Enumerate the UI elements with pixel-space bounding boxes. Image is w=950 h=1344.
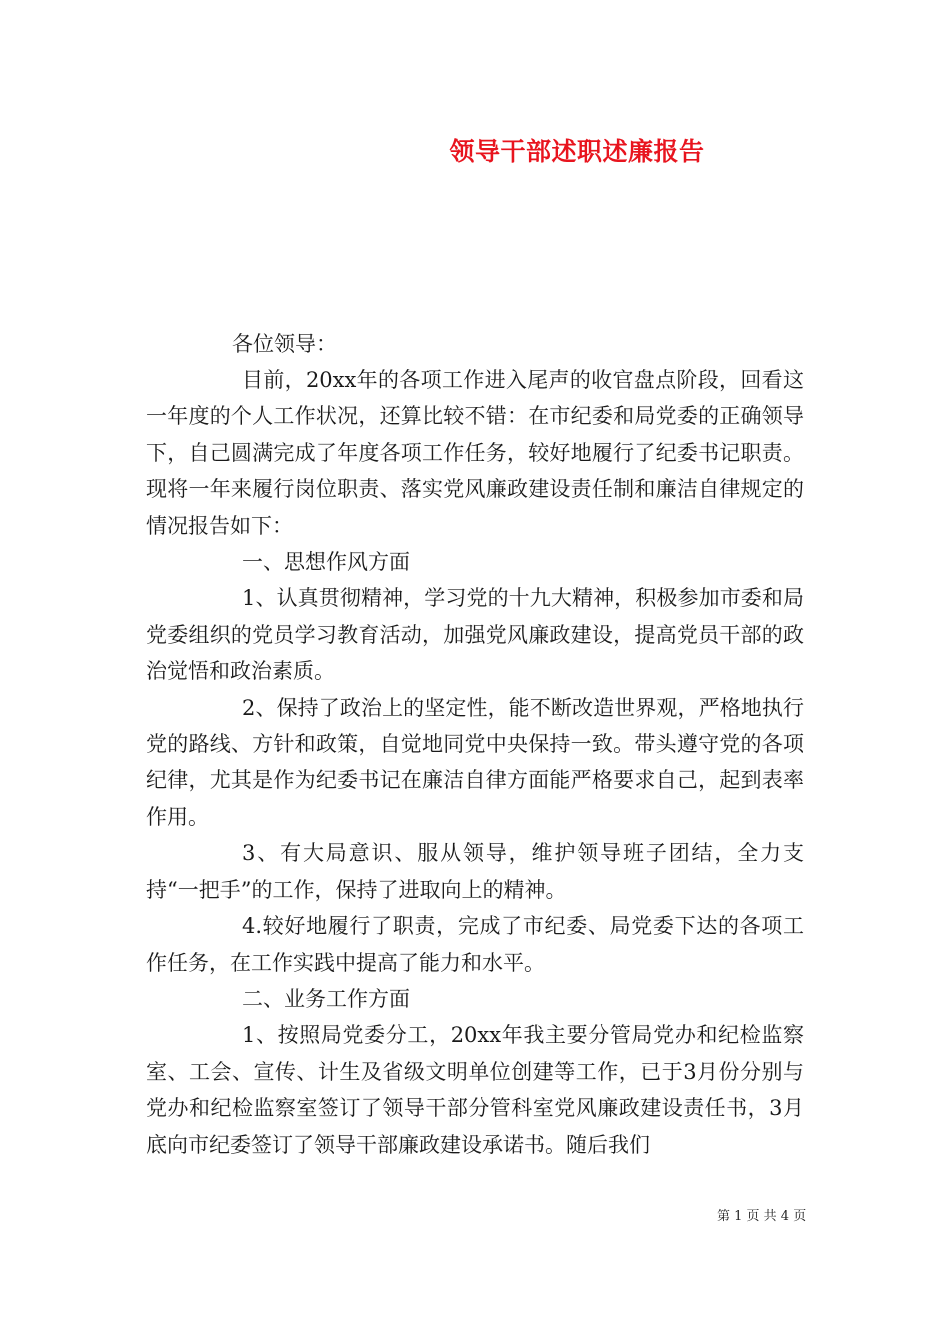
business-item-1: 1、按照局党委分工，20xx年我主要分管局党办和纪检监察室、工会、宣传、计生及省级文明单位创建等工作，已于3月份分别与党办和纪检监察室签订了领导干部分管科室党风廉政建设责任书，3月底向市纪委签订了领导干部廉政建设承诺书。随后我们 (146, 1023, 804, 1157)
salutation: 各位领导： (232, 332, 337, 356)
section-heading-business: 二、业务工作方面 (242, 986, 410, 1011)
thought-item-3: 3、有大局意识、服从领导，维护领导班子团结，全力支持“一把手”的工作，保持了进取向上的精神。 (146, 841, 804, 902)
thought-item-2: 2、保持了政治上的坚定性，能不断改造世界观，严格地执行党的路线、方针和政策，自觉地同党中央保持一致。带头遵守党的各项纪律，尤其是作为纪委书记在廉洁自律方面能严格要求自己，起到表率作用。 (146, 695, 804, 829)
intro-paragraph: 目前，20xx年的各项工作进入尾声的收官盘点阶段，回看这一年度的个人工作状况，还算比较不错：在市纪委和局党委的正确领导下，自己圆满完成了年度各项工作任务，较好地履行了纪委书记职责。现将一年来履行岗位职责、落实党风廉政建设责任制和廉洁自律规定的情况报告如下： (146, 368, 804, 538)
thought-item-1: 1、认真贯彻精神，学习党的十九大精神，积极参加市委和局党委组织的党员学习教育活动，加强党风廉政建设，提高党员干部的政治觉悟和政治素质。 (146, 586, 804, 684)
document-title: 领导干部述职述廉报告 (449, 137, 705, 166)
section-heading-thought: 一、思想作风方面 (242, 550, 410, 575)
thought-item-4: 4.较好地履行了职责，完成了市纪委、局党委下达的各项工作任务，在工作实践中提高了能力和水平。 (146, 914, 804, 975)
document-body (146, 362, 804, 1163)
page-number: 第 1 页 共 4 页 (717, 1209, 807, 1224)
